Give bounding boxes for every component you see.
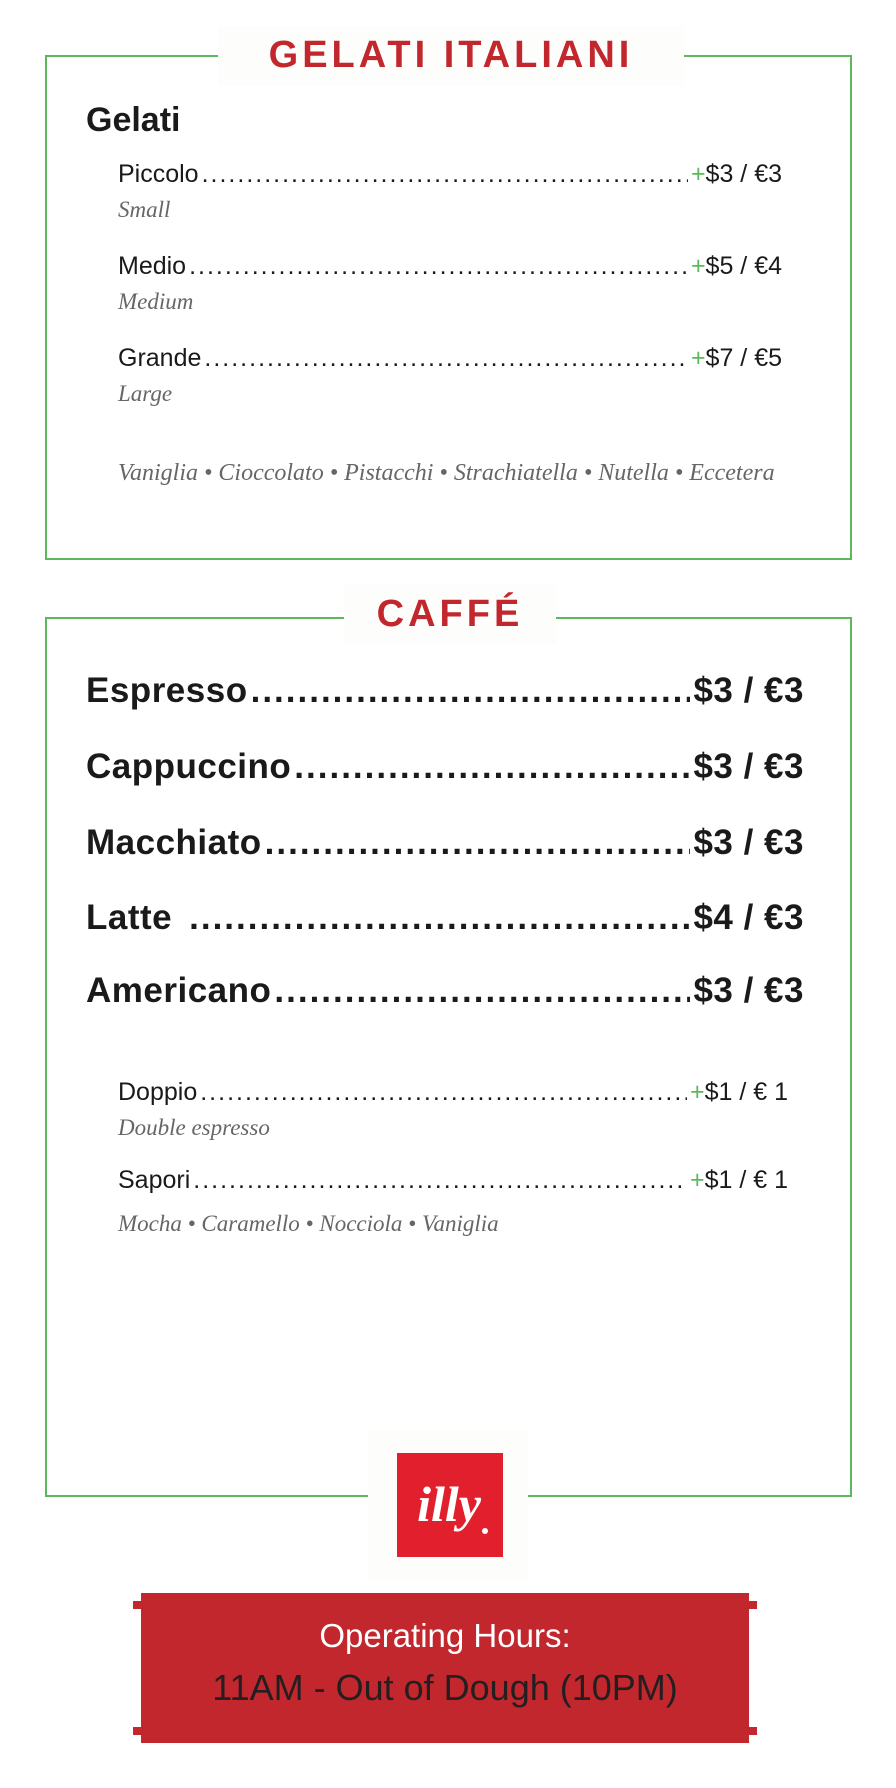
extra-name: Sapori [118, 1166, 191, 1194]
caffe-title: CAFFÉ [344, 585, 556, 645]
hours-value: 11AM - Out of Dough (10PM) [212, 1667, 678, 1708]
extra-row-doppio [118, 1078, 788, 1107]
size-price: +$7 / €5 [690, 344, 782, 372]
dot-leader [251, 671, 691, 711]
gelati-heading: Gelati [86, 101, 181, 139]
flavor-list: Vaniglia • Cioccolato • Pistacchi • Strachiatella • Nutella • Eccetera [118, 460, 775, 486]
size-name: Medio [118, 252, 187, 280]
drink-name: Cappuccino [86, 747, 292, 786]
extra-note-sapori: Mocha • Caramello • Nocciola • Vaniglia [118, 1211, 499, 1236]
dot-leader [204, 344, 688, 373]
extra-row-sapori [118, 1166, 788, 1195]
dot-leader [193, 1166, 687, 1195]
size-row-piccolo [118, 160, 782, 189]
dot-leader [189, 898, 690, 938]
drink-row-macchiato [86, 823, 804, 863]
svg-text:illy: illy [417, 1476, 481, 1532]
drink-name: Macchiato [86, 823, 262, 862]
banner-notch [133, 1727, 141, 1735]
dot-leader [294, 747, 690, 787]
drink-row-latte [86, 898, 804, 938]
drink-price: $3 / €3 [693, 747, 804, 786]
banner-notch [749, 1601, 757, 1609]
size-name: Piccolo [118, 160, 199, 188]
dot-leader [265, 823, 691, 863]
illy-logo [397, 1453, 503, 1557]
dot-leader [202, 160, 688, 189]
illy-wordmark-icon [397, 1453, 503, 1557]
operating-hours-banner [141, 1593, 749, 1743]
size-row-grande [118, 344, 782, 373]
drink-row-espresso [86, 671, 804, 711]
drink-name: Espresso [86, 671, 248, 710]
drink-name: Americano [86, 971, 272, 1010]
size-note-small: Small [118, 197, 171, 222]
hours-label: Operating Hours: [319, 1617, 571, 1654]
banner-notch [735, 1593, 749, 1607]
extra-price: +$1 / € 1 [689, 1166, 788, 1194]
drink-price: $4 / €3 [693, 898, 804, 937]
size-name: Grande [118, 344, 202, 372]
drink-price: $3 / €3 [693, 671, 804, 710]
size-row-medio [118, 252, 782, 281]
extra-note-doppio: Double espresso [118, 1115, 270, 1140]
drink-price: $3 / €3 [693, 971, 804, 1010]
size-price: +$5 / €4 [690, 252, 782, 280]
banner-notch [749, 1727, 757, 1735]
extra-name: Doppio [118, 1078, 198, 1106]
drink-name: Latte [86, 898, 173, 937]
dot-leader [200, 1078, 687, 1107]
size-note-medium: Medium [118, 289, 194, 314]
banner-notch [133, 1601, 141, 1609]
banner-notch [141, 1593, 155, 1607]
size-price: +$3 / €3 [690, 160, 782, 188]
dot-leader [189, 252, 688, 281]
gelati-title: GELATI ITALIANI [218, 26, 684, 86]
extra-price: +$1 / € 1 [689, 1078, 788, 1106]
size-note-large: Large [118, 381, 173, 406]
drink-row-cappuccino [86, 747, 804, 787]
drink-row-americano [86, 971, 804, 1011]
drink-price: $3 / €3 [693, 823, 804, 862]
dot-leader [274, 971, 690, 1011]
